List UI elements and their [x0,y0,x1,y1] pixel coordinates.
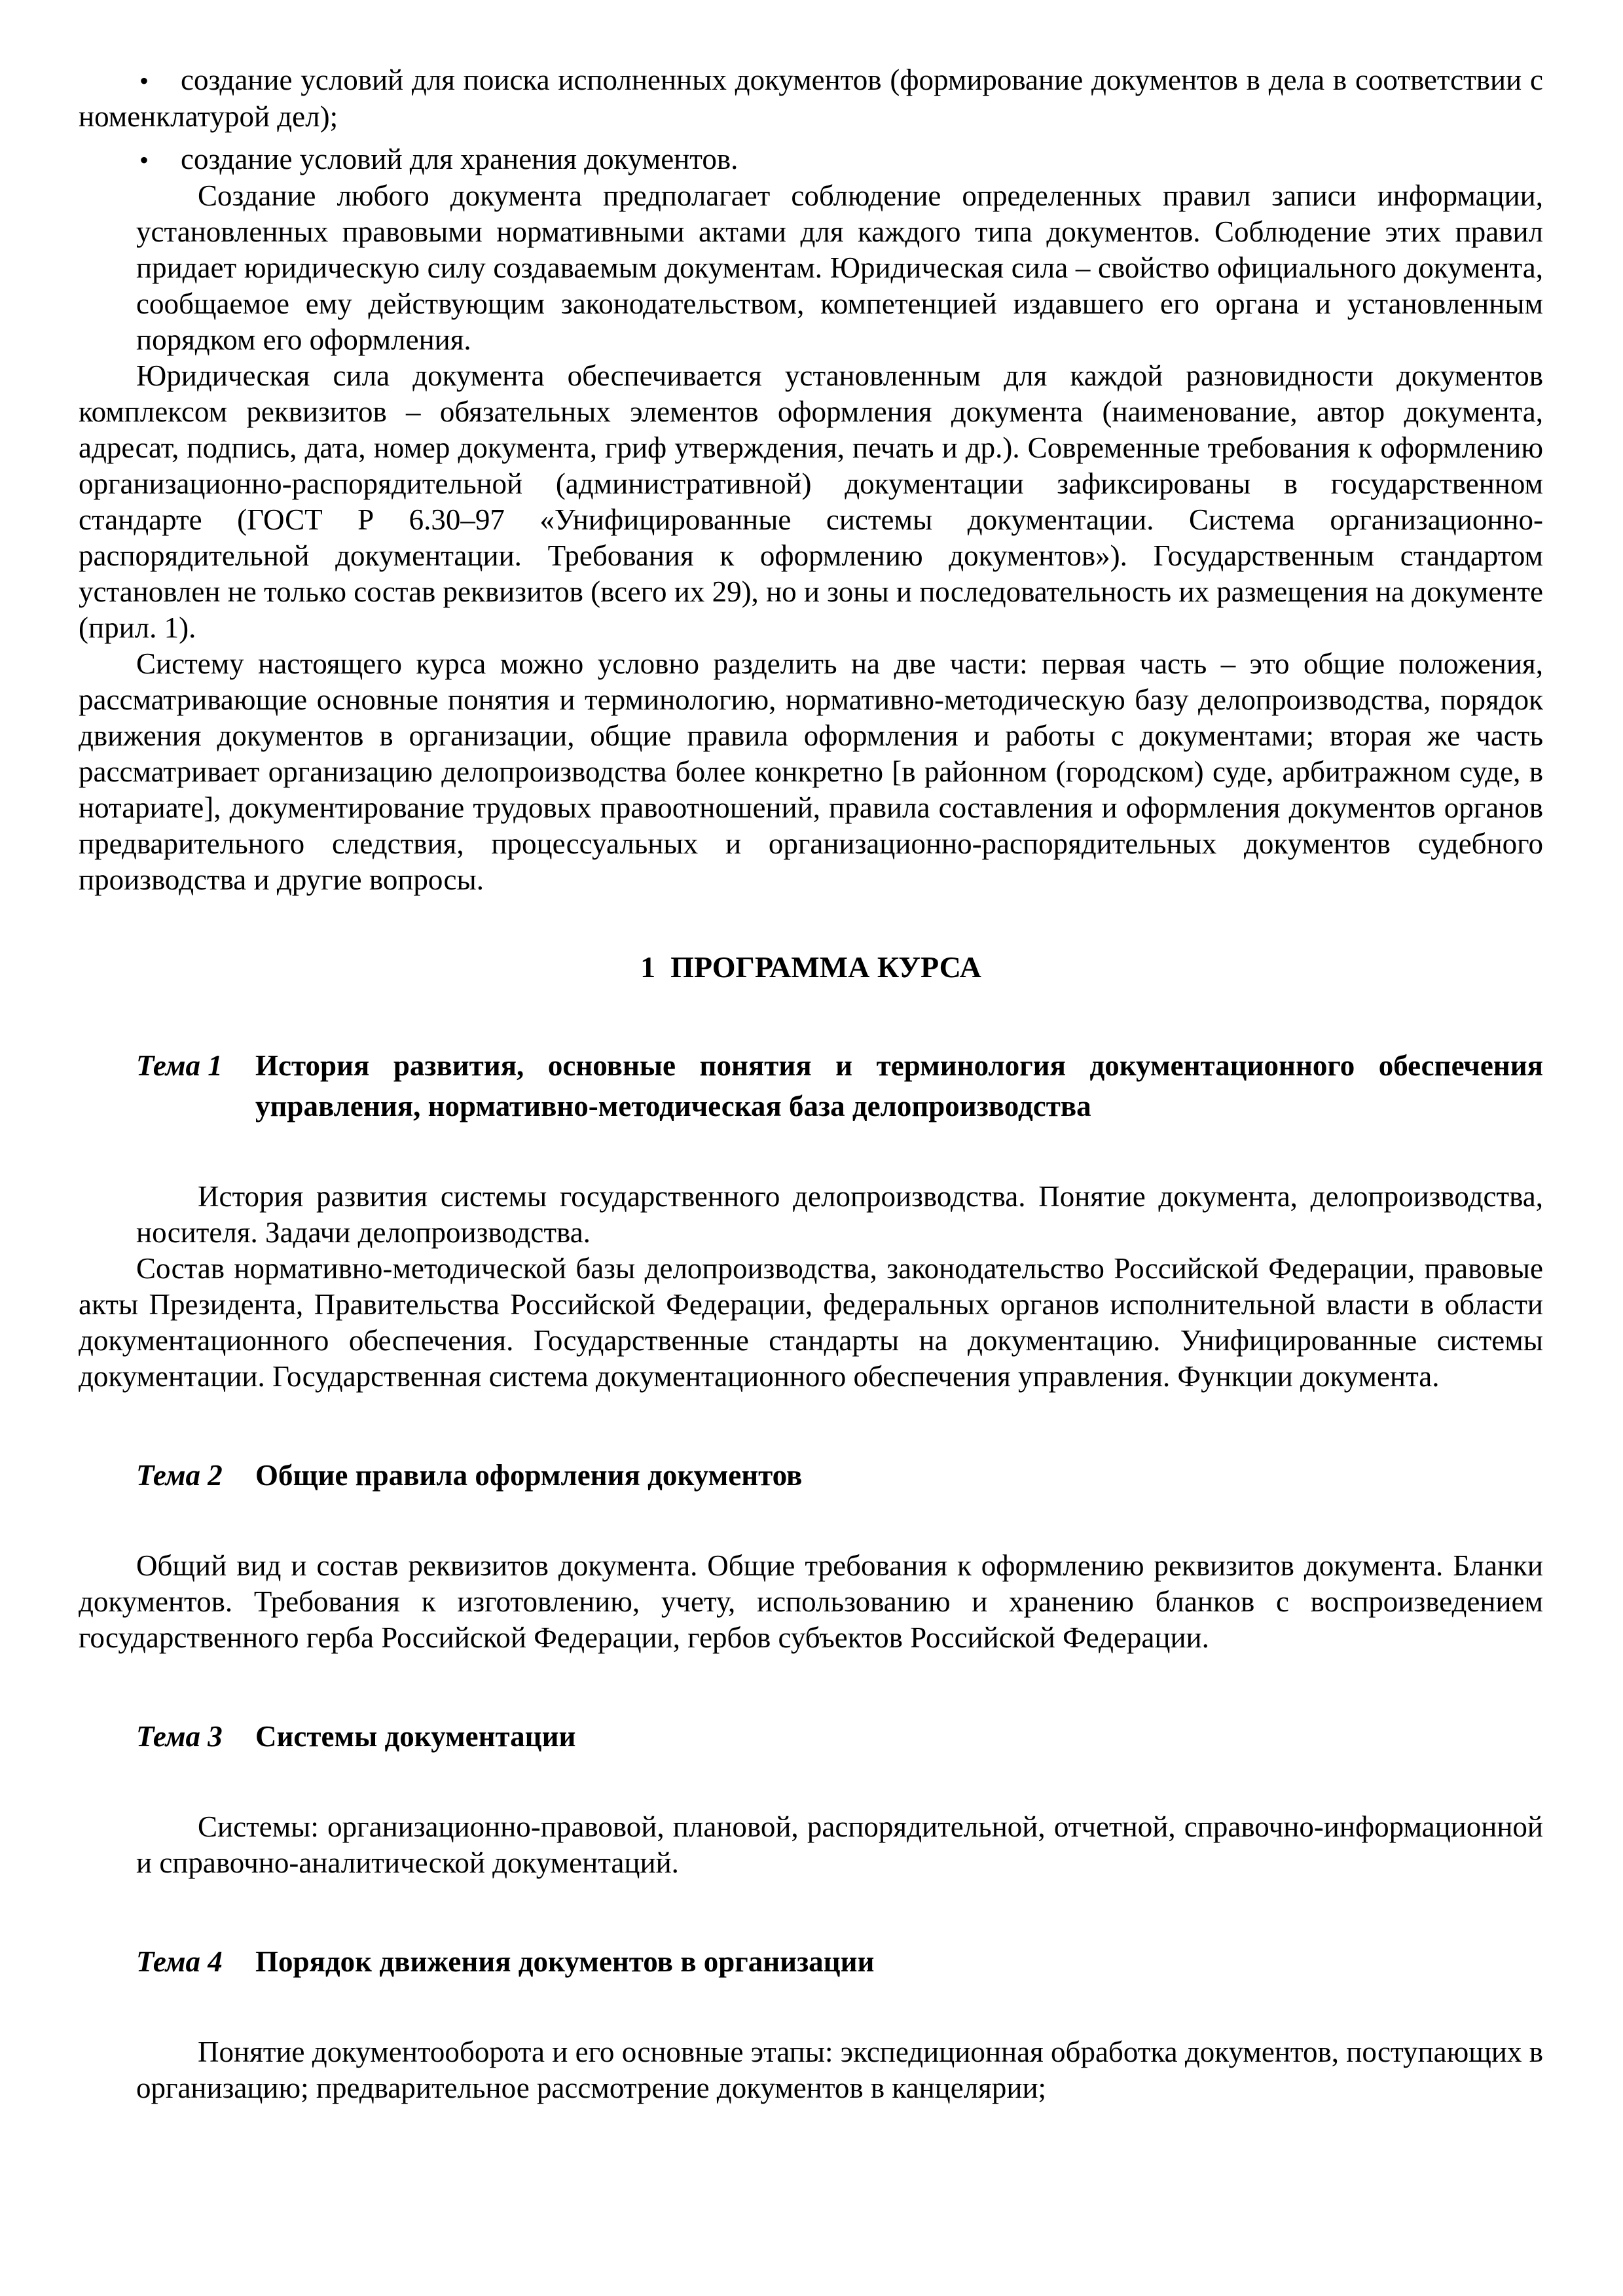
bullet-icon: • [139,145,149,175]
paragraph: Юридическая сила документа обеспечивается установленным для каждой разновидности документов комплексом реквизитов – обязательных элементов оформления документа (наименование, автор документа, адресат, подпись, дата, номер документа, гриф утверждения, печать и др.). Современные требования к оформлению организационно-распорядительной (административной) документации зафиксированы в государственном стандарте (ГОСТ Р 6.30–97 «Унифицированные системы документации. Система организационно-распорядительной документации. Требования к оформлению документов»). Государственным стандартом установлен не только состав реквизитов (всего их 29), но и зоны и последовательность их размещения на документе (прил. 1). [79,359,1543,644]
section-heading: 1 ПРОГРАММА КУРСА [640,950,981,984]
theme-3-label: Тема 3 [136,1720,223,1753]
bullet-list [79,62,1543,178]
paragraph: Создание любого документа предполагает соблюдение определенных правил записи информации, установленных правовыми нормативными актами для каждого типа документов. Соблюдение этих правил придает юридическую силу создаваемым документам. Юридическая сила – свойство официального документа, сообщаемое ему действующим законодательством, компетенцией издавшего его органа и установленным порядком его оформления. [136,179,1543,356]
theme-1-heading [136,1045,1543,1126]
bullet-icon: • [139,66,149,96]
theme-1-paragraph: История развития системы государственного делопроизводства. Понятие документа, делопроизводства, носителя. Задачи делопроизводства. [136,1180,1543,1249]
theme-4-title: Порядок движения документов в организации [255,1945,875,1978]
theme-1-paragraph: Состав нормативно-методической базы делопроизводства, законодательство Российской Федерации, правовые акты Президента, Правительства Российской Федерации, федеральных органов исполнительной власти в области документационного обеспечения. Государственные стандарты на документацию. Унифицированные системы документации. Государственная система документационного обеспечения управления. Функции документа. [79,1252,1543,1393]
theme-3-paragraph: Системы: организационно-правовой, плановой, распорядительной, отчетной, справочно-информационной и справочно-аналитической документаций. [136,1810,1543,1879]
bullet-item [79,141,1543,178]
theme-4-label: Тема 4 [136,1945,223,1978]
theme-2-title: Общие правила оформления документов [255,1459,803,1492]
bullet-item-text: создание условий для поиска исполненных документов (формирование документов в дела в соответствии с номенклатурой дел); [79,63,1543,133]
bullet-item [79,62,1543,135]
theme-2-paragraph: Общий вид и состав реквизитов документа. Общие требования к оформлению реквизитов документа. Бланки документов. Требования к изготовлению, учету, использованию и хранению бланков с воспроизведением государственного герба Российской Федерации, гербов субъектов Российской Федерации. [79,1549,1543,1654]
theme-2-label: Тема 2 [136,1459,223,1492]
theme-3-heading [136,1716,1543,1757]
bullet-item-text: создание условий для хранения документов. [181,143,739,175]
theme-3-title: Системы документации [255,1720,576,1753]
theme-1-label: Тема 1 [136,1049,223,1082]
theme-4-heading [136,1941,1543,1982]
theme-1-title: История развития, основные понятия и терминология документационного обеспечения управления, нормативно-методическая база делопроизводства [255,1049,1543,1122]
theme-2-heading [136,1455,1543,1496]
paragraph: Систему настоящего курса можно условно разделить на две части: первая часть – это общие положения, рассматривающие основные понятия и терминологию, нормативно-методическую базу делопроизводства, порядок движения документов в организации, общие правила оформления и работы с документами; вторая же часть рассматривает организацию делопроизводства более конкретно [в районном (городском) суде, арбитражном суде, в нотариате], документирование трудовых правоотношений, правила составления и оформления документов органов предварительного следствия, процессуальных и организационно-распорядительных документов судебного производства и другие вопросы. [79,647,1543,896]
theme-4-paragraph: Понятие документооборота и его основные этапы: экспедиционная обработка документов, поступающих в организацию; предварительное рассмотрение документов в канцелярии; [136,2036,1543,2104]
